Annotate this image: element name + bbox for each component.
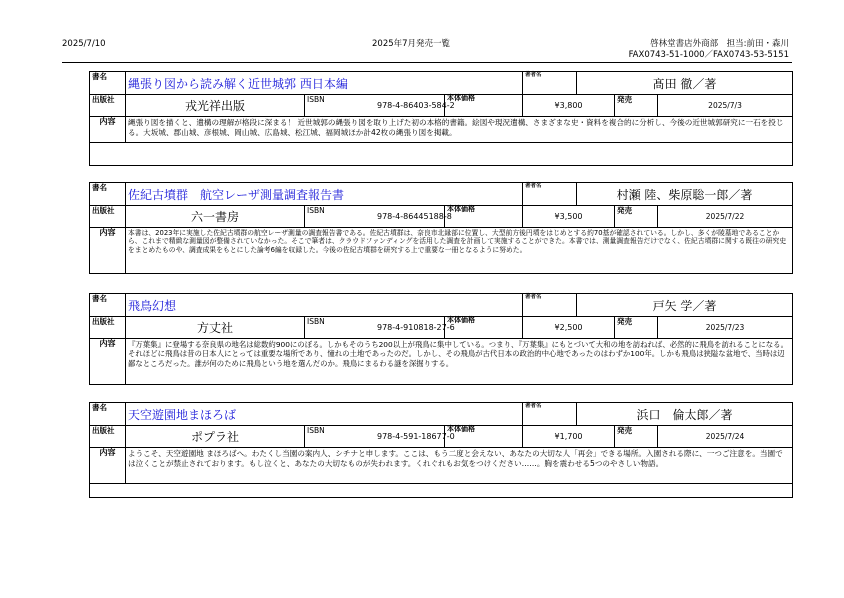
content-label: 内容 — [90, 339, 126, 385]
isbn-label: ISBN — [307, 317, 325, 326]
author-label: 著者名 — [523, 72, 577, 95]
price-label: 本体価格 — [445, 317, 523, 339]
book-description: 縄張り図を描くと、遺構の理解が格段に深まる！ 近世城郭の縄張り図を取り上げた初の本格的書籍。絵図や現況遺構、さまざまな史・資料を複合的に分析し、今後の近世城郭研究に一石を投じる。大坂城、郡山城、彦根城、岡山城、広島城、松江城、福岡城ほか計42枚の縄張り図を掲載。 — [126, 117, 793, 143]
isbn-value: 978-4-910818-27-6 — [377, 323, 455, 332]
isbn-value: 978-4-591-18677-0 — [377, 432, 455, 441]
release-label: 発売 — [615, 95, 658, 117]
isbn-label: ISBN — [307, 95, 325, 104]
spacer-row — [90, 143, 793, 166]
spacer-row — [90, 484, 793, 498]
book-isbn — [305, 206, 452, 228]
book-release-date: 2025/7/23 — [658, 317, 793, 339]
publisher-label: 出版社 — [90, 206, 126, 228]
author-label: 著者名 — [523, 294, 577, 317]
publisher-label: 出版社 — [90, 426, 126, 448]
author-label: 著者名 — [523, 183, 577, 206]
header-divider — [62, 62, 792, 63]
book-description: ようこそ、天空遊園地 まほろばへ。わたくし当園の案内人、シチナと申します。ここは、もう二度と会えない、あなたの大切な人「再会」できる場所。入園される際に、一つご注意を。当園では泣くことが禁止されております。もし泣くと、あなたの大切なものが失われます。くれぐれもお気をつけください……。胸を震わせる5つのやさしい物語。 — [126, 448, 793, 484]
price-label: 本体価格 — [445, 206, 523, 228]
publisher-label: 出版社 — [90, 317, 126, 339]
book-title: 縄張り図から読み解く近世城郭 西日本編 — [126, 72, 523, 95]
book-author: 戸矢 学／著 — [577, 294, 793, 317]
release-label: 発売 — [615, 426, 658, 448]
book-publisher: ポプラ社 — [126, 426, 305, 448]
book-price: ¥1,700 — [523, 426, 615, 448]
book-title: 飛鳥幻想 — [126, 294, 523, 317]
content-label: 内容 — [90, 228, 126, 274]
content-label: 内容 — [90, 448, 126, 484]
book-author: 髙田 徹／著 — [577, 72, 793, 95]
release-label: 発売 — [615, 317, 658, 339]
book-description: 『万葉集』に登場する奈良県の地名は総数約900にのぼる。しかもそのうち200以上が飛鳥に集中している。つまり、『万葉集』にもとづいて大和の地を訪ねれば、必然的に飛鳥を訪れることになる。それほどに飛鳥は昔の日本人にとっては重要な場所であり、憧れの土地であったのだ。しかし、その飛鳥が古代日本の政治的中心地であったのはわずか100年。しかも飛鳥は狭隘な盆地で、当時は辺鄙なところだった。誰が何のために飛鳥という地を選んだのか。飛鳥にまるわる謎を深掘りする。 — [126, 339, 793, 385]
book-publisher: 方丈社 — [126, 317, 305, 339]
book-author: 村瀬 陸、柴原聡一郎／著 — [577, 183, 793, 206]
title-label: 書名 — [90, 72, 126, 95]
title-label: 書名 — [90, 403, 126, 426]
book-entry-2 — [89, 182, 793, 274]
isbn-label: ISBN — [307, 206, 325, 215]
isbn-value: 978-4-86445188-8 — [377, 212, 452, 221]
isbn-label: ISBN — [307, 426, 325, 435]
book-release-date: 2025/7/24 — [658, 426, 793, 448]
book-release-date: 2025/7/3 — [658, 95, 793, 117]
content-label: 内容 — [90, 117, 126, 143]
title-label: 書名 — [90, 294, 126, 317]
print-date: 2025/7/10 — [62, 39, 106, 49]
store-contact: 啓林堂書店外商部 担当:前田・森川 — [650, 39, 789, 49]
book-price: ¥3,800 — [523, 95, 615, 117]
book-author: 浜口 倫太郎／著 — [577, 403, 793, 426]
price-label: 本体価格 — [445, 426, 523, 448]
book-title: 天空遊園地まほろば — [126, 403, 523, 426]
book-entry-1 — [89, 71, 793, 166]
book-title: 佐紀古墳群 航空レーザ測量調査報告書 — [126, 183, 523, 206]
title-label: 書名 — [90, 183, 126, 206]
author-label: 著者名 — [523, 403, 577, 426]
book-release-date: 2025/7/22 — [658, 206, 793, 228]
book-description: 本書は、2023年に実施した佐紀古墳群の航空レーザ測量の調査報告書である。佐紀古墳群は、奈良市北縁部に位置し、大型前方後円墳をはじめとする約70基が確認されている。しかし、多くが陵墓地であることから、これまで精緻な測量図が整備されていなかった。そこで筆者は、クラウドファンディングを活用した調査を計画して実施することができた。本書では、測量調査報告だけでなく、佐紀古墳群に関する既往の研究史をまとめたものや、調査成果をもとにした論考6編を収録した。今後の佐紀古墳群を研究する上で重要な一冊となるように努めた。 — [126, 228, 793, 274]
book-price: ¥2,500 — [523, 317, 615, 339]
store-info — [629, 39, 789, 61]
book-isbn — [305, 317, 455, 339]
book-price: ¥3,500 — [523, 206, 615, 228]
book-publisher: 戎光祥出版 — [126, 95, 305, 117]
book-isbn — [305, 426, 455, 448]
publisher-label: 出版社 — [90, 95, 126, 117]
price-label: 本体価格 — [445, 95, 523, 117]
document-title: 2025年7月発売一覧 — [372, 39, 451, 49]
release-label: 発売 — [615, 206, 658, 228]
store-fax: FAX0743-51-1000／FAX0743-53-5151 — [628, 50, 789, 60]
isbn-value: 978-4-86403-584-2 — [377, 101, 455, 110]
book-entry-3 — [89, 293, 793, 385]
book-isbn — [305, 95, 455, 117]
book-publisher: 六一書房 — [126, 206, 305, 228]
book-entry-4 — [89, 402, 793, 498]
